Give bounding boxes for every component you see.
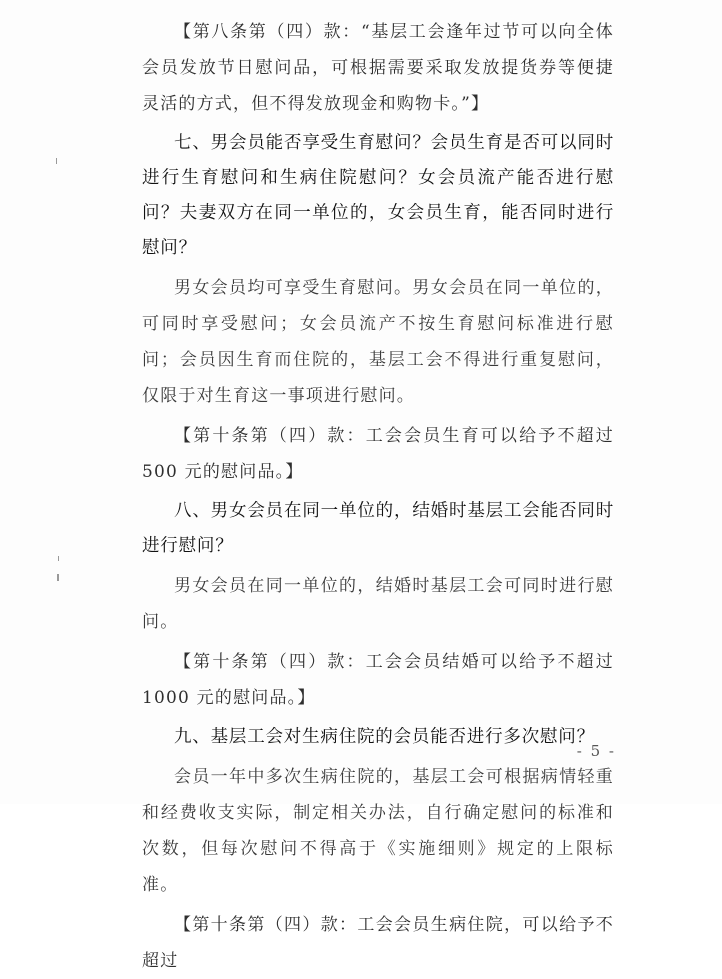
article-quote-10-marriage: 【第十条第（四）款：工会会员结婚可以给予不超过 1000 元的慰问品。】: [142, 652, 614, 708]
answer-paragraph-7: 男女会员均可享受生育慰问。男女会员在同一单位的，可同时享受慰问；女会员流产不按生育慰问标准进行慰问；会员因生育而住院的，基层工会不得进行重复慰问，仅限于对生育这一事项进行慰问。: [142, 278, 614, 406]
question-heading-8: 八、男女会员在同一单位的，结婚时基层工会能否同时进行慰问？: [142, 501, 614, 556]
question-heading-7: 七、男会员能否享受生育慰问？会员生育是否可以同时进行生育慰问和生病住院慰问？女会员流产能否进行慰问？夫妻双方在同一单位的，女会员生育，能否同时进行慰问？: [142, 133, 614, 258]
article-quote-10-birth: 【第十条第（四）款：工会会员生育可以给予不超过 500 元的慰问品。】: [142, 426, 614, 482]
scan-speck: [58, 556, 59, 561]
scan-speck: [57, 574, 59, 581]
document-body: [142, 14, 614, 979]
page-number: - 5 -: [576, 742, 616, 760]
answer-paragraph-8: 男女会员在同一单位的，结婚时基层工会可同时进行慰问。: [142, 576, 614, 632]
answer-paragraph-9: 会员一年中多次生病住院的，基层工会可根据病情轻重和经费收支实际，制定相关办法，自行确定慰问的标准和次数，但每次慰问不得高于《实施细则》规定的上限标准。: [142, 767, 614, 895]
article-quote-10-illness: 【第十条第（四）款：工会会员生病住院，可以给予不超过: [142, 915, 614, 971]
article-quote-8: 【第八条第（四）款：“基层工会逢年过节可以向全体会员发放节日慰问品，可根据需要采取发放提货券等便捷灵活的方式，但不得发放现金和购物卡。”】: [142, 22, 614, 114]
scan-speck: [56, 158, 57, 164]
question-heading-9: 九、基层工会对生病住院的会员能否进行多次慰问？: [174, 727, 595, 747]
